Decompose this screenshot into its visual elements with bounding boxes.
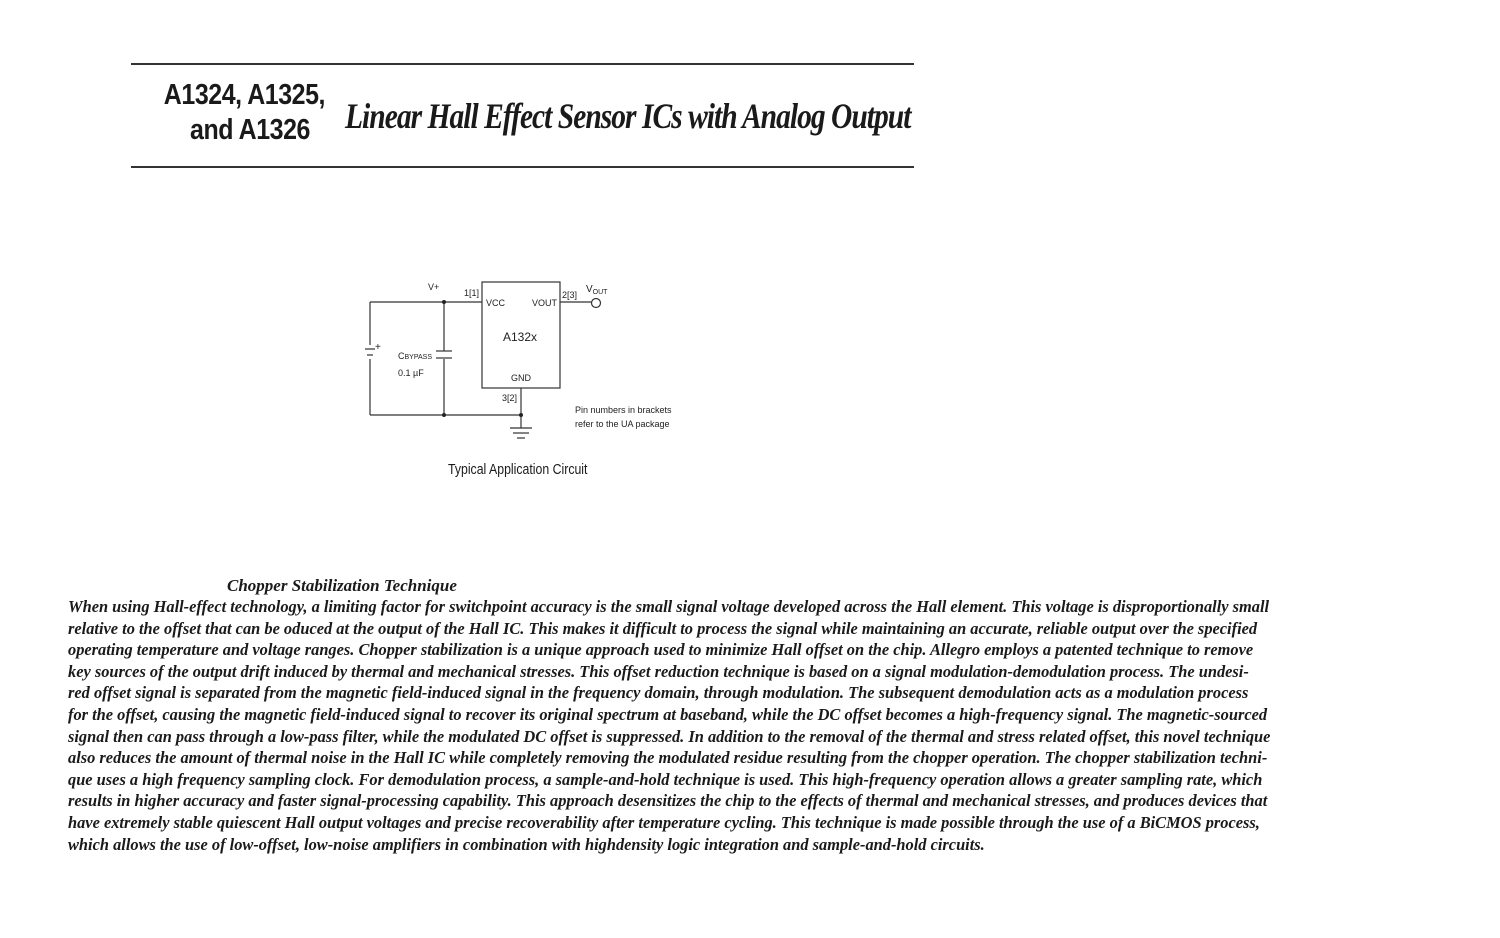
label-vout-external-main: V [586,284,593,295]
body-line: also reduces the amount of thermal noise in the Hall IC while completely removing the modulated residue resulting from the chopper operation. The chopper stabilization techni- [68,748,1268,768]
label-chip: A132x [503,330,538,344]
section-heading: Chopper Stabilization Technique [227,576,457,595]
junction-bottom-gnd [519,413,523,417]
note-line-2: refer to the UA package [575,419,670,429]
label-pin-vout: 2[3] [562,290,578,300]
body-line: which allows the use of low-offset, low-noise amplifiers in combination with highdensity logic integration and sample-and-hold circuits. [68,834,985,854]
body-line: key sources of the output drift induced by thermal and mechanical stresses. This offset reduction technique is based on a signal modulation-demodulation process. The undesi- [68,661,1249,681]
document-title: Linear Hall Effect Sensor ICs with Analog Output [345,96,911,136]
body-line: relative to the offset that can be oduced at the output of the Hall IC. This makes it difficult to process the signal while maintaining an accurate, reliable output over the specified [68,618,1258,638]
label-cap-main: C [398,351,405,361]
body-line: red offset signal is separated from the magnetic field-induced signal in the frequency domain, through modulation. The subsequent demodulation acts as a modulation process [68,683,1249,703]
part-numbers [163,78,326,148]
part-numbers-line-2: and A1326 [190,114,310,146]
body-line: for the offset, causing the magnetic field-induced signal to recover its original spectrum at baseband, while the DC offset becomes a high-frequency signal. The magnetic-sourced [68,704,1268,724]
header-top-rule [131,63,914,65]
header-bottom-rule [131,166,914,168]
junction-bottom-left [442,413,446,417]
body-line: results in higher accuracy and faster signal-processing capability. This approach desensitizes the chip to the effects of thermal and mechanical stresses, and produces devices that [68,791,1268,811]
label-vout-external-sub: OUT [592,289,608,296]
label-pin-vcc: 1[1] [464,288,480,298]
label-cap [398,351,432,361]
body-line: have extremely stable quiescent Hall output voltages and precise recoverability after temperature cycling. This technique is made possible through the use of a BiCMOS process, [68,812,1260,832]
junction-top [442,300,446,304]
body-line: signal then can pass through a low-pass filter, while the modulated DC offset is suppressed. In addition to the removal of the thermal and stress related offset, this novel technique [68,726,1271,746]
label-cap-value: 0.1 µF [398,368,424,378]
label-vcc: VCC [486,298,506,308]
note-line-1: Pin numbers in brackets [575,405,672,415]
label-cap-sub: BYPASS [404,354,432,361]
figure-caption: Typical Application Circuit [448,461,588,478]
body-line: When using Hall-effect technology, a limiting factor for switchpoint accuracy is the small signal voltage developed across the Hall element. This voltage is disproportionally small [68,597,1270,616]
body-line: que uses a high frequency sampling clock. For demodulation process, a sample-and-hold technique is used. This high-frequency operation allows a greater sampling rate, which [68,769,1263,789]
section-body [68,596,1390,855]
body-line: operating temperature and voltage ranges. Chopper stabilization is a unique approach used to minimize Hall offset on the chip. Allegro employs a patented technique to remove [68,640,1254,660]
label-pin-gnd: 3[2] [502,393,518,403]
label-vout: VOUT [532,298,558,308]
label-vout-external [586,284,608,296]
part-numbers-line-1: A1324, A1325, [163,79,326,111]
label-gnd: GND [511,373,531,383]
vout-terminal [592,299,601,308]
circuit-diagram [350,270,690,450]
label-battery-plus: + [375,342,381,353]
label-vplus: V+ [428,282,440,292]
